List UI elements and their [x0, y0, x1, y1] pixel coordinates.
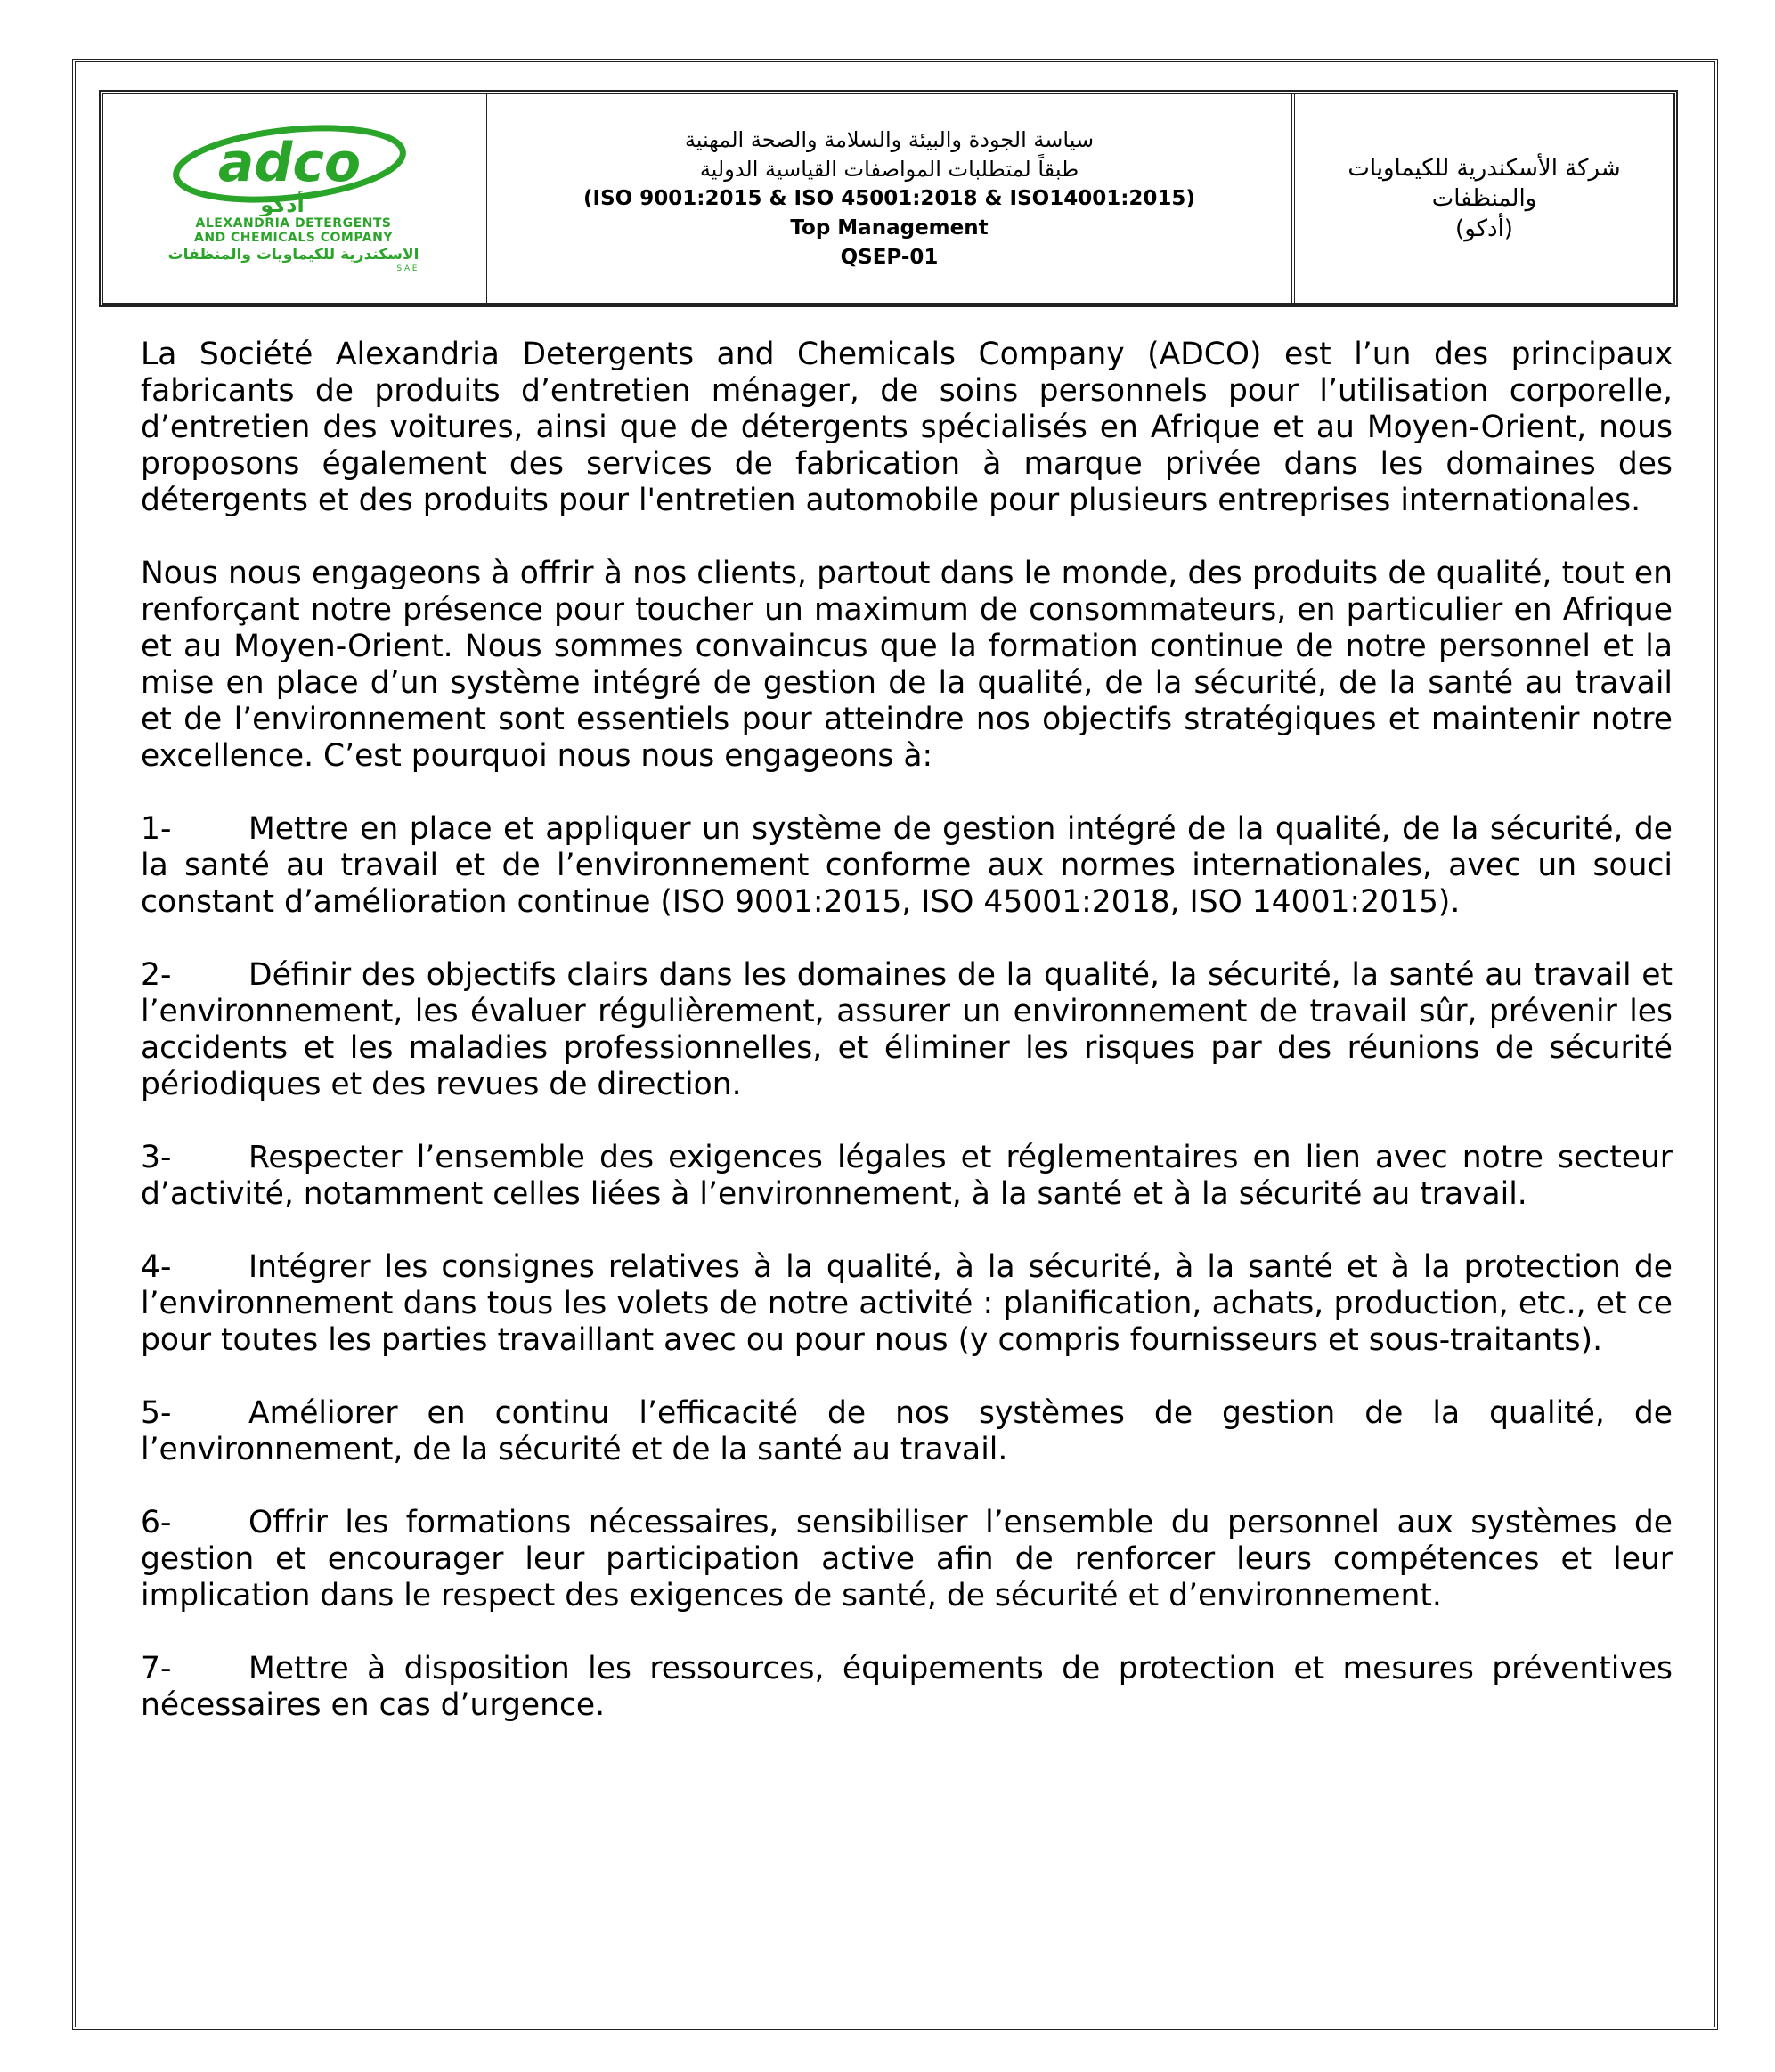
item-number: 7-	[141, 1651, 172, 1686]
policy-title-ar: سياسة الجودة والبيئة والسلامة والصحة المهنية	[684, 126, 1095, 152]
intro-paragraph-2: Nous nous engageons à offrir à nos clients, partout dans le monde, des produits de qualité, tout en renforçant notre présence pour toucher un maximum de consommateurs, en particulier en Afrique et au Moyen-Orient. Nous sommes convaincus que la formation continue de notre personnel et la mise en place d’un système intégré de gestion de la qualité, de la sécurité, de la santé au travail et de l’environnement sont essentiels pour atteindre nos objectifs stratégiques et maintenir notre excellence. C’est pourquoi nous nous engageons à:	[141, 556, 1673, 774]
adco-logo	[165, 124, 423, 273]
department-label: Top Management	[790, 215, 989, 240]
company-name-ar-line3: (أدكو)	[1455, 215, 1513, 242]
logo-name-en-line2: AND CHEMICALS COMPANY	[193, 231, 393, 245]
commitment-item-4	[141, 1249, 1673, 1359]
item-number: 6-	[141, 1505, 172, 1540]
commitment-item-7	[141, 1651, 1673, 1724]
item-text: Respecter l’ensemble des exigences légales et réglementaires en lien avec notre secteur d’activité, notamment celles liées à l’environnement, à la santé et à la sécurité au travail.	[141, 1140, 1673, 1212]
item-text: Offrir les formations nécessaires, sensibiliser l’ensemble du personnel aux systèmes de gestion et encourager leur participation active afin de renforcer leurs compétences et leur implication dans le respect des exigences de santé, de sécurité et d’environnement.	[141, 1505, 1673, 1613]
document-header	[99, 90, 1678, 307]
company-name-ar-line2: والمنظفات	[1431, 185, 1537, 212]
commitment-item-5	[141, 1395, 1673, 1468]
document-code: QSEP-01	[840, 245, 939, 269]
logo-mark-arabic: أدكو	[259, 192, 305, 216]
item-text: Améliorer en continu l’efficacité de nos systèmes de gestion de la qualité, de l’environnement, de la sécurité et de la santé au travail.	[141, 1395, 1673, 1467]
iso-standards: (ISO 9001:2015 & ISO 45001:2018 & ISO14001:2015)	[583, 186, 1195, 210]
commitment-item-6	[141, 1505, 1673, 1614]
logo-name-ar: الاسكندرية للكيماويات والمنظفات	[167, 246, 419, 264]
item-number: 5-	[141, 1395, 172, 1431]
item-number: 4-	[141, 1249, 172, 1285]
intro-paragraph-1: La Société Alexandria Detergents and Chemicals Company (ADCO) est l’un des principaux fabricants de produits d’entretien ménager, de soins personnels pour l’utilisation corporelle, d’entretien des voitures, ainsi que de détergents spécialisés en Afrique et au Moyen-Orient, nous proposons également des services de fabrication à marque privée dans les domaines des détergents et des produits pour l'entretien automobile pour plusieurs entreprises internationales.	[141, 337, 1673, 518]
logo-suffix: S.A.E	[396, 264, 418, 273]
logo-cell	[103, 94, 487, 303]
company-cell	[1295, 94, 1673, 303]
commitment-item-2	[141, 957, 1673, 1103]
adco-logo-mark	[165, 124, 423, 216]
logo-mark-text: adco	[217, 132, 361, 194]
item-number: 1-	[141, 811, 172, 847]
item-text: Définir des objectifs clairs dans les domaines de la qualité, la sécurité, la santé au travail et l’environnement, les évaluer régulièrement, assurer un environnement de travail sûr, prévenir les accidents et les maladies professionnelles, et éliminer les risques par des réunions de sécurité périodiques et des revues de direction.	[141, 957, 1673, 1102]
commitment-item-3	[141, 1140, 1673, 1213]
policy-body	[141, 337, 1673, 1760]
item-text: Mettre à disposition les ressources, équipements de protection et mesures préventives nécessaires en cas d’urgence.	[141, 1651, 1673, 1723]
item-number: 3-	[141, 1140, 172, 1175]
item-text: Intégrer les consignes relatives à la qualité, à la sécurité, à la santé et à la protection de l’environnement dans tous les volets de notre activité : planification, achats, production, etc., et ce pour toutes les parties travaillant avec ou pour nous (y compris fournisseurs et sous-traitants).	[141, 1249, 1673, 1358]
item-text: Mettre en place et appliquer un système de gestion intégré de la qualité, de la sécurité, de la santé au travail et de l’environnement conforme aux normes internationales, avec un souci constant d’amélioration continue (ISO 9001:2015, ISO 45001:2018, ISO 14001:2015).	[141, 811, 1673, 920]
logo-name-en-line1: ALEXANDRIA DETERGENTS	[195, 216, 392, 231]
policy-subtitle-ar: طبقاً لمتطلبات المواصفات القياسية الدولية	[699, 156, 1079, 182]
commitment-item-1	[141, 811, 1673, 921]
title-cell	[487, 94, 1295, 303]
item-number: 2-	[141, 957, 172, 993]
company-name-ar-line1: شركة الأسكندرية للكيماويات	[1348, 155, 1621, 182]
